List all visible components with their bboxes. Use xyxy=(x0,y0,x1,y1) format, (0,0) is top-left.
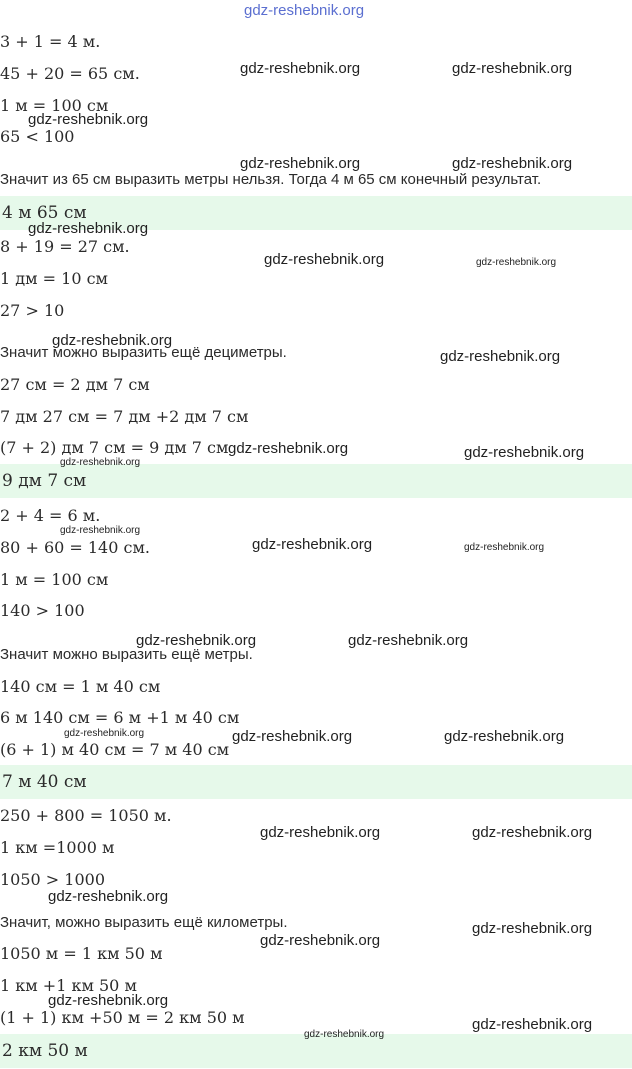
watermark: gdz-reshebnik.org xyxy=(472,1016,593,1033)
solution-line: 27 см = 2 дм 7 см xyxy=(0,375,150,394)
solution-line: 1 м = 100 см xyxy=(0,96,109,115)
watermark: gdz-reshebnik.org xyxy=(452,60,573,77)
solution-line: (1 + 1) км +50 м = 2 км 50 м xyxy=(0,1008,245,1027)
solution-line: 1050 м = 1 км 50 м xyxy=(0,944,163,963)
answer-text: 4 м 65 см xyxy=(2,203,87,223)
watermark: gdz-reshebnik.org xyxy=(440,348,561,365)
watermark: gdz-reshebnik.org xyxy=(260,932,381,949)
solution-line: 3 + 1 = 4 м. xyxy=(0,32,101,51)
explanation-line: Значит можно выразить ещё дециметры. xyxy=(0,344,287,361)
solution-line: 1 км +1 км 50 м xyxy=(0,976,137,995)
answer-band xyxy=(0,464,632,498)
watermark: gdz-reshebnik.org xyxy=(472,920,593,937)
watermark: gdz-reshebnik.org xyxy=(28,220,149,237)
watermark: gdz-reshebnik.org xyxy=(60,525,141,536)
watermark: gdz-reshebnik.org xyxy=(264,251,385,268)
solution-line: (6 + 1) м 40 см = 7 м 40 см xyxy=(0,740,230,759)
watermark: gdz-reshebnik.org xyxy=(52,332,173,349)
answer-band xyxy=(0,765,632,799)
solution-line: 65 < 100 xyxy=(0,127,75,146)
explanation-line: Значит, можно выразить ещё километры. xyxy=(0,914,288,931)
watermark: gdz-reshebnik.org xyxy=(452,155,573,172)
solution-line: 1 м = 100 см xyxy=(0,570,109,589)
watermark: gdz-reshebnik.org xyxy=(28,111,149,128)
solution-line: 6 м 140 см = 6 м +1 м 40 см xyxy=(0,708,240,727)
watermark: gdz-reshebnik.org xyxy=(476,257,557,268)
solution-line: 8 + 19 = 27 см. xyxy=(0,237,130,256)
watermark: gdz-reshebnik.org xyxy=(232,728,353,745)
watermark: gdz-reshebnik.org xyxy=(464,444,585,461)
solution-line: 1050 > 1000 xyxy=(0,870,106,889)
answer-text: 2 км 50 м xyxy=(2,1041,88,1061)
watermark: gdz-reshebnik.org xyxy=(240,60,361,77)
explanation-line: Значит можно выразить ещё метры. xyxy=(0,646,253,663)
watermark: gdz-reshebnik.org xyxy=(64,728,145,739)
watermark: gdz-reshebnik.org xyxy=(260,824,381,841)
watermark: gdz-reshebnik.org xyxy=(304,1029,385,1040)
answer-text: 7 м 40 см xyxy=(2,772,87,792)
header-watermark: gdz-reshebnik.org xyxy=(244,2,365,19)
watermark: gdz-reshebnik.org xyxy=(240,155,361,172)
watermark: gdz-reshebnik.org xyxy=(472,824,593,841)
solution-line: 1 дм = 10 см xyxy=(0,269,108,288)
solution-line: (7 + 2) дм 7 см = 9 дм 7 см xyxy=(0,438,229,457)
watermark: gdz-reshebnik.org xyxy=(444,728,565,745)
watermark: gdz-reshebnik.org xyxy=(228,440,349,457)
watermark: gdz-reshebnik.org xyxy=(348,632,469,649)
watermark: gdz-reshebnik.org xyxy=(136,632,257,649)
watermark: gdz-reshebnik.org xyxy=(252,536,373,553)
explanation-line: Значит из 65 см выразить метры нельзя. Тогда 4 м 65 см конечный результат. xyxy=(0,171,542,188)
solution-line: 250 + 800 = 1050 м. xyxy=(0,806,172,825)
watermark: gdz-reshebnik.org xyxy=(60,457,141,468)
answer-text: 9 дм 7 см xyxy=(2,471,87,491)
solution-line: 2 + 4 = 6 м. xyxy=(0,506,101,525)
watermark: gdz-reshebnik.org xyxy=(48,888,169,905)
solution-line: 140 > 100 xyxy=(0,601,85,620)
solution-line: 80 + 60 = 140 см. xyxy=(0,538,150,557)
solution-line: 1 км =1000 м xyxy=(0,838,115,857)
solution-line: 45 + 20 = 65 см. xyxy=(0,64,140,83)
solution-line: 27 > 10 xyxy=(0,301,65,320)
watermark: gdz-reshebnik.org xyxy=(464,542,545,553)
solution-line: 7 дм 27 см = 7 дм +2 дм 7 см xyxy=(0,407,249,426)
watermark: gdz-reshebnik.org xyxy=(48,992,169,1009)
solution-line: 140 см = 1 м 40 см xyxy=(0,677,161,696)
